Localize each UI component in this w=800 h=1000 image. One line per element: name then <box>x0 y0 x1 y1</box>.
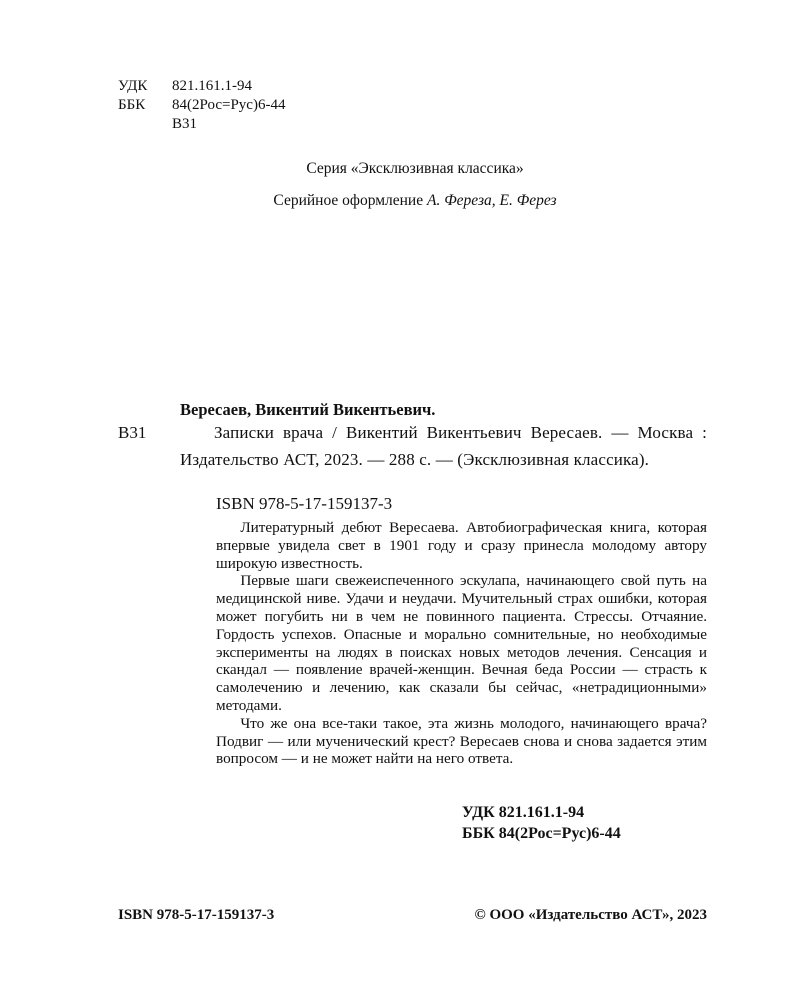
annotation-paragraph: Что же она все-таки такое, эта жизнь молодого, начинающего врача? Подвиг — или мученический крест? Вересаев снова и снова задается этим вопросом — и не может найти на него ответа. <box>216 714 707 768</box>
udk-label: УДК <box>118 78 148 94</box>
catalog-isbn: ISBN 978-5-17-159137-3 <box>216 494 393 513</box>
bbk-label: ББК <box>118 97 146 113</box>
bottom-bbk: ББК 84(2Рос=Рус)6-44 <box>462 825 621 842</box>
udk-value: 821.161.1-94 <box>172 78 252 94</box>
annotation <box>216 519 707 768</box>
classification-block <box>0 77 400 137</box>
series-line: Серия «Эксклюзивная классика» <box>306 160 524 177</box>
bottom-codes <box>462 802 621 844</box>
author-heading: Вересаев, Викентий Викентьевич. <box>180 400 436 419</box>
bottom-udk: УДК 821.161.1-94 <box>462 804 585 821</box>
bibliographic-description: Записки врача / Викентий Викентьевич Вересаев. — Москва : Издательство АСТ, 2023. — 288 с. — (Эксклюзивная классика). <box>180 423 707 469</box>
annotation-paragraph: Литературный дебют Вересаева. Автобиографическая книга, которая впервые увидела свет в 1901 году и сразу принесла молодому автору широкую известность. <box>216 519 707 572</box>
design-prefix: Серийное оформление <box>273 192 427 209</box>
catalog-author-mark: В31 <box>118 423 147 442</box>
footer-copyright: © ООО «Издательство АСТ», 2023 <box>474 907 707 923</box>
footer-isbn: ISBN 978-5-17-159137-3 <box>118 907 275 923</box>
design-names: А. Фереза, Е. Ферез <box>426 192 557 209</box>
annotation-paragraph: Первые шаги свежеиспеченного эскулапа, начинающего свой путь на медицинской ниве. Удачи и неудачи. Мучительный страх ошибки, которая может погубить ни в чем не повинного пациента. Стрессы. Отчаяние. Гордость успехов. Опасные и морально сомнительные, но необходимые эксперименты на людях в поисках новых методов лечения. Сенсация и скандал — появление врачей-женщин. Вечная беда России — страсть к самолечению и лечению, как сказали бы сейчас, «нетрадиционными» методами. <box>216 572 707 714</box>
author-mark: В31 <box>172 116 198 132</box>
bbk-value: 84(2Рос=Рус)6-44 <box>172 97 286 113</box>
series-design-line <box>0 191 800 211</box>
